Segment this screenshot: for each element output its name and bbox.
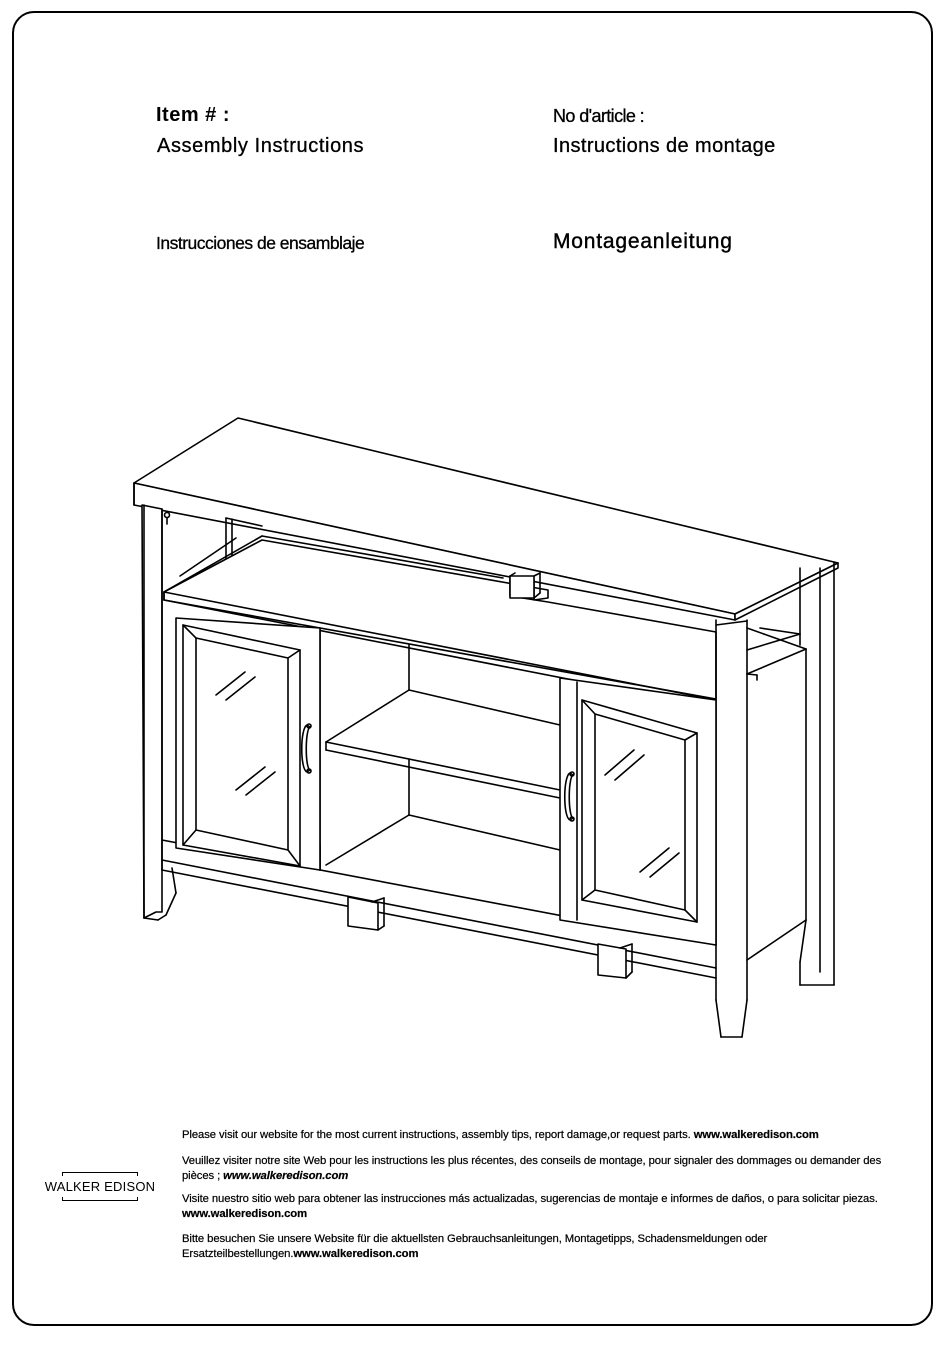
- front-right-leg: [716, 620, 747, 1037]
- walker-edison-logo: [40, 1172, 160, 1202]
- footer-english-text: Please visit our website for the most current instructions, assembly tips, report damage,or request parts.: [182, 1129, 694, 1141]
- right-glass-door: [560, 678, 716, 945]
- title-german: Montageanleitung: [553, 230, 733, 253]
- footer-spanish: [182, 1192, 910, 1221]
- footer-german-url[interactable]: www.walkeredison.com: [293, 1247, 419, 1260]
- tv-stand-illustration: [120, 405, 850, 1045]
- footer-french-text: Veuillez visiter notre site Web pour les instructions les plus récentes, des conseils de montage, pour signaler des dommages ou demander des pièces ;: [182, 1155, 882, 1182]
- logo-bracket-top: [62, 1172, 138, 1176]
- footer-german-text: Bitte besuchen Sie unsere Website für die aktuellsten Gebrauchsanleitungen, Montagetipps, Schadensmeldungen oder Ersatzteilbestellungen.: [182, 1233, 768, 1260]
- right-side-panel: [747, 562, 834, 985]
- item-number-label: Item # :: [156, 104, 231, 126]
- footer-english: [182, 1128, 910, 1143]
- logo-bracket-bottom: [62, 1197, 138, 1201]
- footer-french-url[interactable]: www.walkeredison.com: [223, 1169, 349, 1182]
- footer-spanish-url[interactable]: www.walkeredison.com: [182, 1207, 308, 1220]
- footer-spanish-text: Visite nuestro sitio web para obtener las instrucciones más actualizadas, sugerencias de montaje e informes de daños, o para solicitar piezas.: [182, 1193, 878, 1205]
- footer-english-url[interactable]: www.walkeredison.com: [693, 1129, 819, 1141]
- title-spanish: Instrucciones de ensamblaje: [156, 233, 365, 253]
- left-glass-door: [176, 618, 320, 870]
- footer-french: [182, 1154, 910, 1183]
- title-french: Instructions de montage: [553, 135, 776, 157]
- front-left-leg: [142, 505, 176, 920]
- footer-german: [182, 1232, 910, 1261]
- article-number-label: No d'article :: [553, 106, 645, 126]
- logo-text: WALKER EDISON: [44, 1179, 156, 1194]
- title-english: Assembly Instructions: [157, 135, 365, 157]
